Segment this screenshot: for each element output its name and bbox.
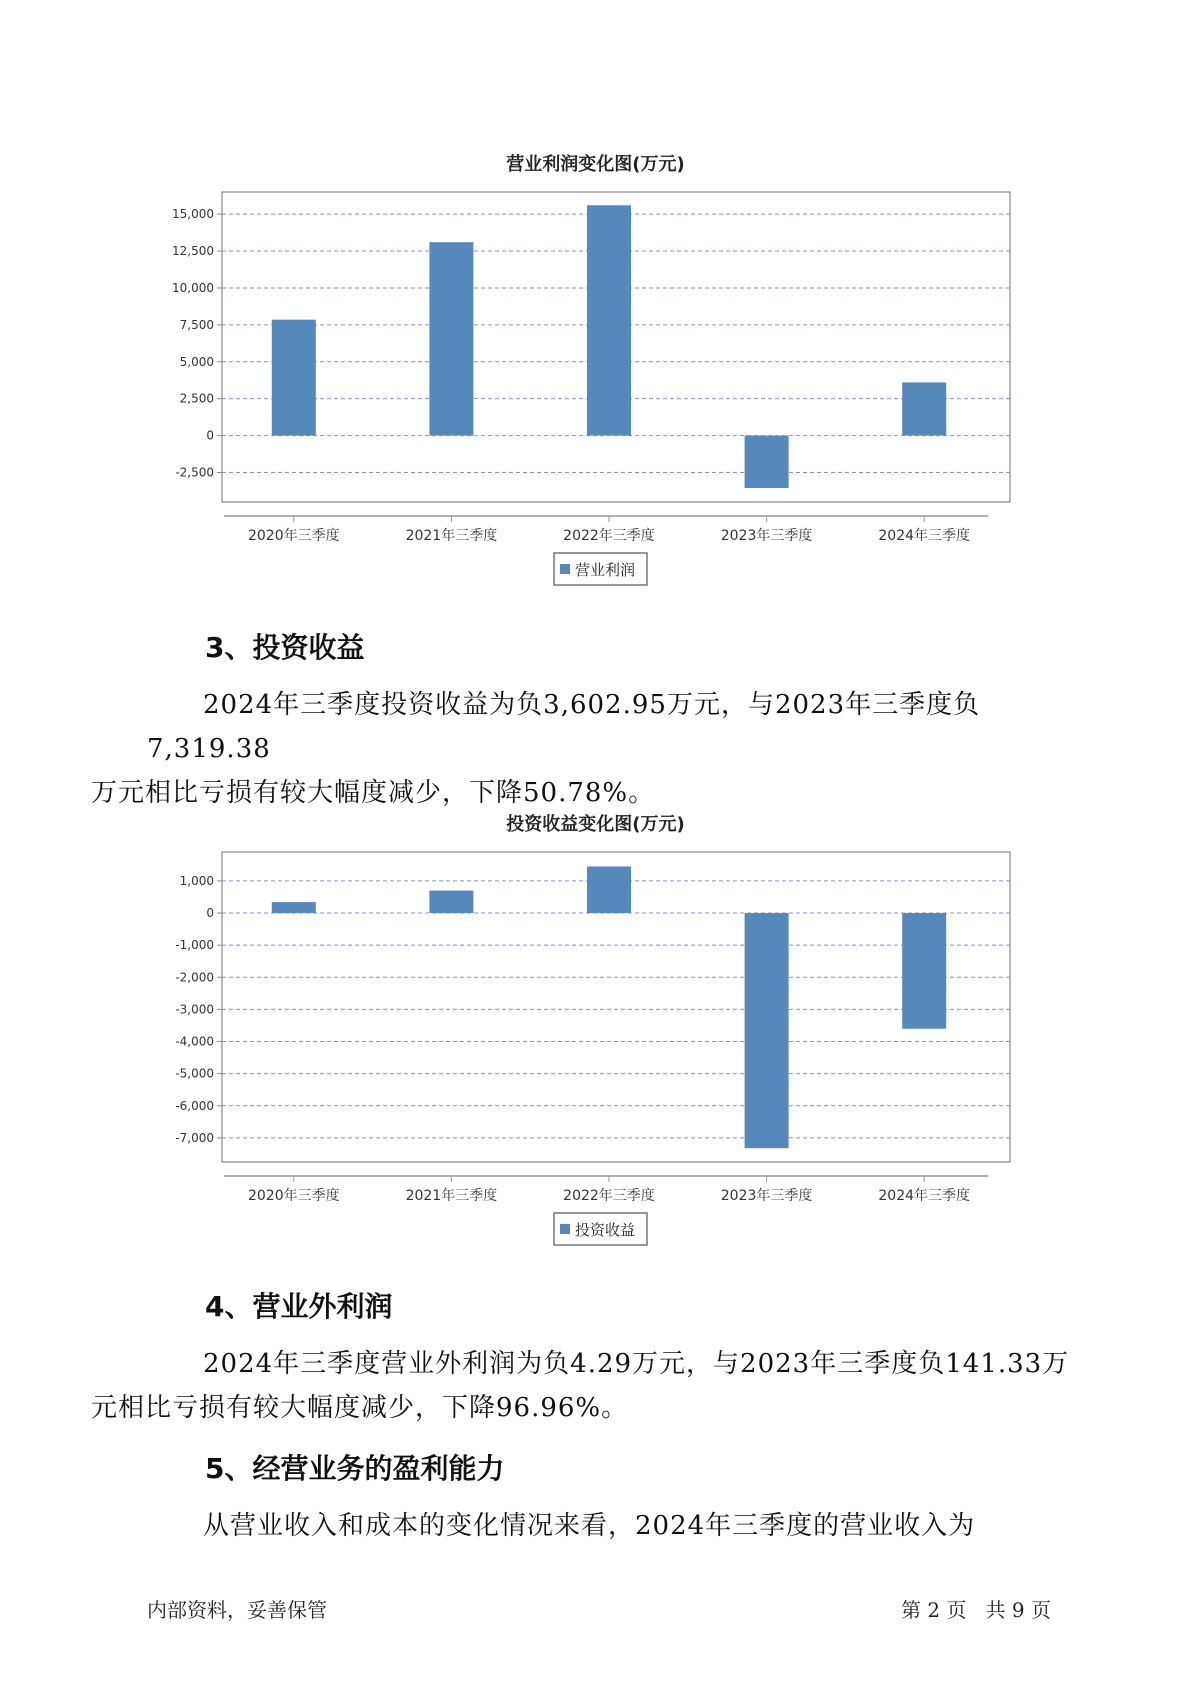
y-tick-label: 10,000 (172, 280, 214, 295)
y-tick-label: 1,000 (179, 873, 214, 888)
bar (745, 913, 789, 1148)
y-tick-label: -7,000 (175, 1130, 214, 1145)
y-tick-label: 15,000 (172, 207, 214, 222)
legend (554, 553, 647, 585)
chart-title-operating-profit: 营业利润变化图(万元) (506, 154, 685, 175)
section-heading-non-operating-profit: 4、营业外利润 (205, 1290, 393, 1323)
y-tick-label: -1,000 (175, 938, 214, 953)
x-tick-label: 2022年三季度 (563, 528, 655, 544)
bar (429, 242, 473, 435)
x-tick-label: 2023年三季度 (720, 528, 813, 544)
legend (554, 1213, 647, 1245)
bar (272, 320, 316, 436)
y-tick-label: -3,000 (175, 1002, 214, 1017)
y-tick-label: -2,000 (175, 970, 214, 985)
x-tick-label: 2024年三季度 (878, 1188, 971, 1204)
y-tick-label: 0 (206, 428, 214, 443)
x-tick-label: 2022年三季度 (563, 1188, 655, 1204)
section-heading-investment-income: 3、投资收益 (205, 631, 365, 664)
bar (745, 436, 789, 488)
legend-swatch (560, 564, 570, 574)
legend-swatch (560, 1224, 570, 1234)
bar (587, 866, 631, 913)
bar (272, 902, 316, 913)
paragraph-line: 元相比亏损有较大幅度减少，下降96.96%。 (91, 1393, 629, 1423)
legend-label: 投资收益 (575, 1221, 636, 1239)
y-tick-label: -6,000 (175, 1098, 214, 1113)
bar (902, 382, 946, 435)
x-tick-label: 2023年三季度 (720, 1188, 813, 1204)
x-tick-label: 2021年三季度 (405, 1188, 498, 1204)
y-tick-label: 2,500 (179, 391, 214, 406)
bar (587, 205, 631, 435)
paragraph-profitability (147, 1504, 1077, 1548)
y-tick-label: 0 (206, 906, 214, 921)
chart-title-investment-income: 投资收益变化图(万元) (506, 814, 685, 835)
y-tick-label: -4,000 (175, 1034, 214, 1049)
y-tick-label: 7,500 (179, 317, 214, 332)
footer-page-number: 第 2 页 共 9 页 (901, 1598, 1051, 1622)
x-tick-label: 2024年三季度 (878, 528, 971, 544)
x-tick-label: 2020年三季度 (247, 528, 340, 544)
x-tick-label: 2020年三季度 (247, 1188, 340, 1204)
legend-label: 营业利润 (575, 561, 636, 579)
section-heading-profitability: 5、经营业务的盈利能力 (205, 1452, 505, 1485)
operating-profit-chart (0, 180, 1191, 600)
paragraph-line: 2024年三季度投资收益为负3,602.95万元，与2023年三季度负7,319.38 (147, 690, 981, 764)
paragraph-line: 从营业收入和成本的变化情况来看，2024年三季度的营业收入为 (203, 1511, 976, 1541)
investment-income-chart (0, 840, 1191, 1260)
bar (902, 913, 946, 1029)
x-tick-label: 2021年三季度 (405, 528, 498, 544)
y-tick-label: 5,000 (179, 354, 214, 369)
paragraph-non-operating-profit (91, 1342, 1077, 1430)
footer-confidential-note: 内部资料，妥善保管 (147, 1598, 327, 1622)
paragraph-investment-income (91, 683, 1077, 815)
y-tick-label: 12,500 (172, 244, 214, 259)
y-tick-label: -5,000 (175, 1066, 214, 1081)
y-tick-label: -2,500 (175, 465, 214, 480)
bar (429, 891, 473, 913)
paragraph-line: 万元相比亏损有较大幅度减少，下降50.78%。 (91, 778, 656, 808)
paragraph-line: 2024年三季度营业外利润为负4.29万元，与2023年三季度负141.33万 (203, 1349, 1070, 1379)
